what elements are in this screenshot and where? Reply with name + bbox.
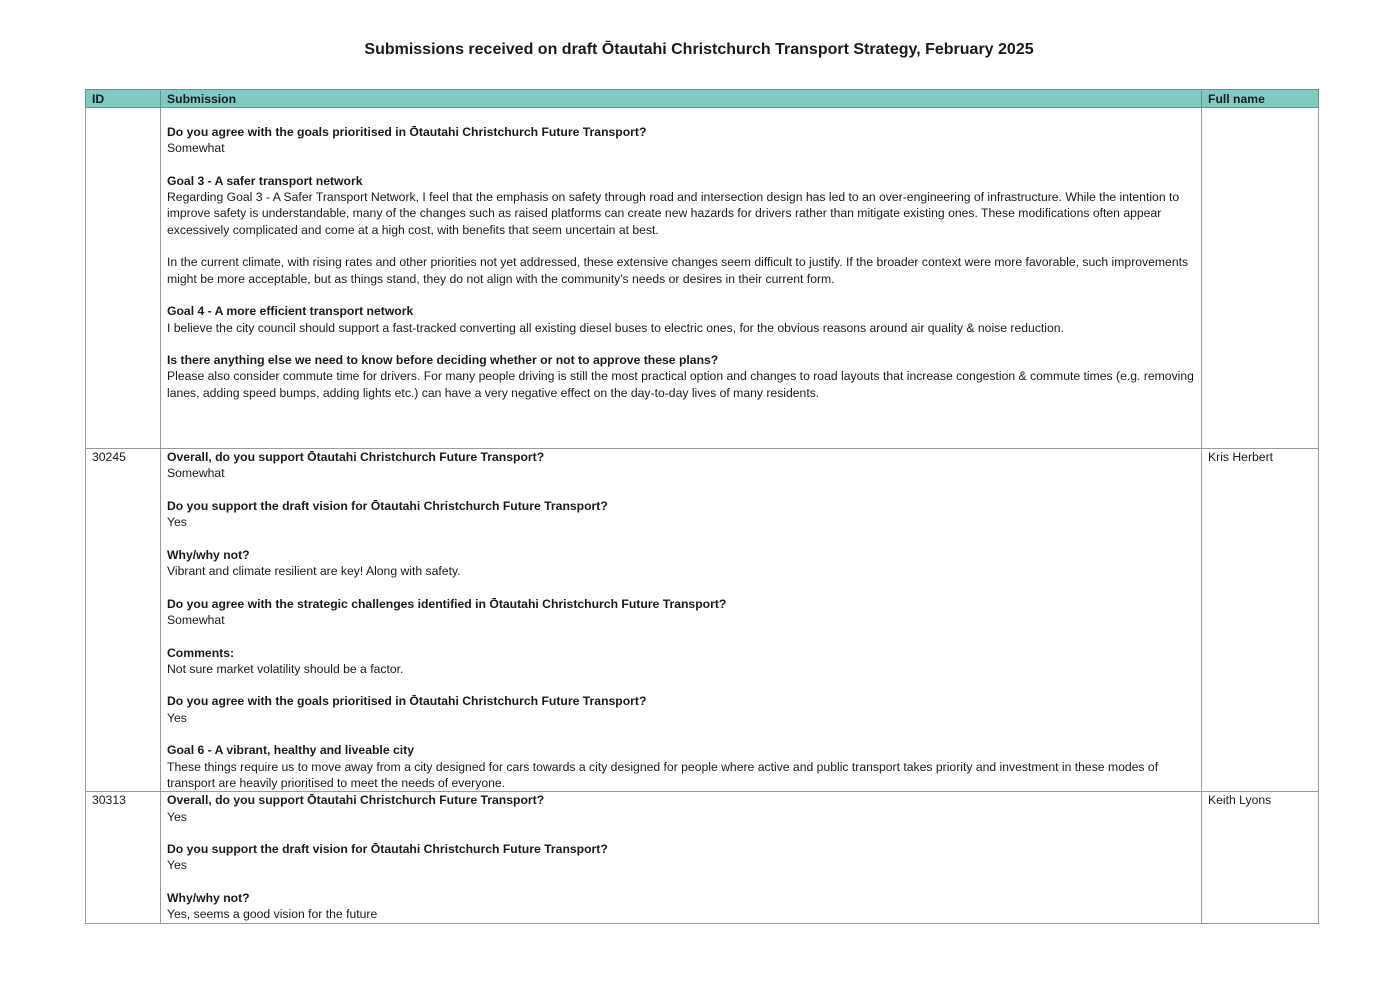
question: Overall, do you support Ōtautahi Christchurch Future Transport? xyxy=(167,793,545,808)
answer: Somewhat xyxy=(167,466,225,481)
answer: Yes, seems a good vision for the future xyxy=(167,907,378,922)
question: Is there anything else we need to know before deciding whether or not to approve these plans? xyxy=(167,353,719,368)
question: Do you agree with the goals prioritised in Ōtautahi Christchurch Future Transport? xyxy=(167,125,647,139)
answer: I believe the city council should support a fast-tracked converting all existing diesel buses to electric ones, for the obvious reasons around air quality & noise reduction. xyxy=(167,320,1064,335)
answer: Yes xyxy=(167,710,187,725)
table-row xyxy=(86,792,1319,923)
submission-text xyxy=(161,108,1202,449)
table-row xyxy=(86,108,1319,449)
column-header-id: ID xyxy=(86,90,161,108)
question: Do you agree with the strategic challenges identified in Ōtautahi Christchurch Future Transport? xyxy=(167,596,727,611)
question: Comments: xyxy=(167,645,235,660)
submission-id: 30313 xyxy=(86,792,161,923)
question: Why/why not? xyxy=(167,891,250,906)
question: Do you support the draft vision for Ōtautahi Christchurch Future Transport? xyxy=(167,498,608,513)
question: Do you support the draft vision for Ōtautahi Christchurch Future Transport? xyxy=(167,842,608,857)
question: Goal 4 - A more efficient transport network xyxy=(167,304,414,319)
answer: Yes xyxy=(167,809,187,824)
submission-text xyxy=(161,792,1202,923)
column-header-full-name: Full name xyxy=(1202,90,1319,108)
question: Why/why not? xyxy=(167,547,250,562)
answer: Not sure market volatility should be a factor. xyxy=(167,661,404,676)
question: Goal 3 - A safer transport network xyxy=(167,173,363,188)
answer: Vibrant and climate resilient are key! Along with safety. xyxy=(167,564,461,579)
answer: These things require us to move away from a city designed for cars towards a city designed for people where active and public transport takes priority and investment in these modes of transport are heavily prioritised to meet the needs of everyone. xyxy=(167,759,1159,790)
answer: Regarding Goal 3 - A Safer Transport Network, I feel that the emphasis on safety through road and intersection design has led to an over-engineering of infrastructure. While the intention to improve safety is understandable, many of the changes such as raised platforms can create new hazards for drivers rather than mitigate existing ones. These modifications often appear excessively complicated and come at a high cost, with benefits that seem uncertain at best. xyxy=(167,190,1180,237)
answer: Somewhat xyxy=(167,612,225,627)
column-header-submission: Submission xyxy=(161,90,1202,108)
table-header-row xyxy=(86,90,1319,108)
answer: Please also consider commute time for drivers. For many people driving is still the most practical option and changes to road layouts that increase congestion & commute times (e.g. removing lanes, adding speed bumps, adding lights etc.) can have a very negative effect on the day-to-day lives of many residents. xyxy=(167,369,1194,400)
answer: Yes xyxy=(167,515,187,530)
submitter-name: Keith Lyons xyxy=(1202,792,1319,923)
submitter-name xyxy=(1202,108,1319,449)
question: Goal 6 - A vibrant, healthy and liveable city xyxy=(167,743,414,758)
answer: Yes xyxy=(167,858,187,873)
submitter-name: Kris Herbert xyxy=(1202,449,1319,792)
submission-id: 30245 xyxy=(86,449,161,792)
question: Overall, do you support Ōtautahi Christchurch Future Transport? xyxy=(167,450,545,464)
submission-text xyxy=(161,449,1202,792)
table-row xyxy=(86,449,1319,792)
answer: In the current climate, with rising rates and other priorities not yet addressed, these extensive changes seem difficult to justify. If the broader context were more favorable, such improvements might be more acceptable, but as things stand, they do not align with the community's needs or desires in their current form. xyxy=(167,255,1189,286)
answer: Somewhat xyxy=(167,141,225,156)
question: Do you agree with the goals prioritised in Ōtautahi Christchurch Future Transport? xyxy=(167,694,647,709)
submissions-table xyxy=(85,89,1319,924)
page-title: Submissions received on draft Ōtautahi Christchurch Transport Strategy, February 2025 xyxy=(364,41,1034,58)
submission-id xyxy=(86,108,161,449)
